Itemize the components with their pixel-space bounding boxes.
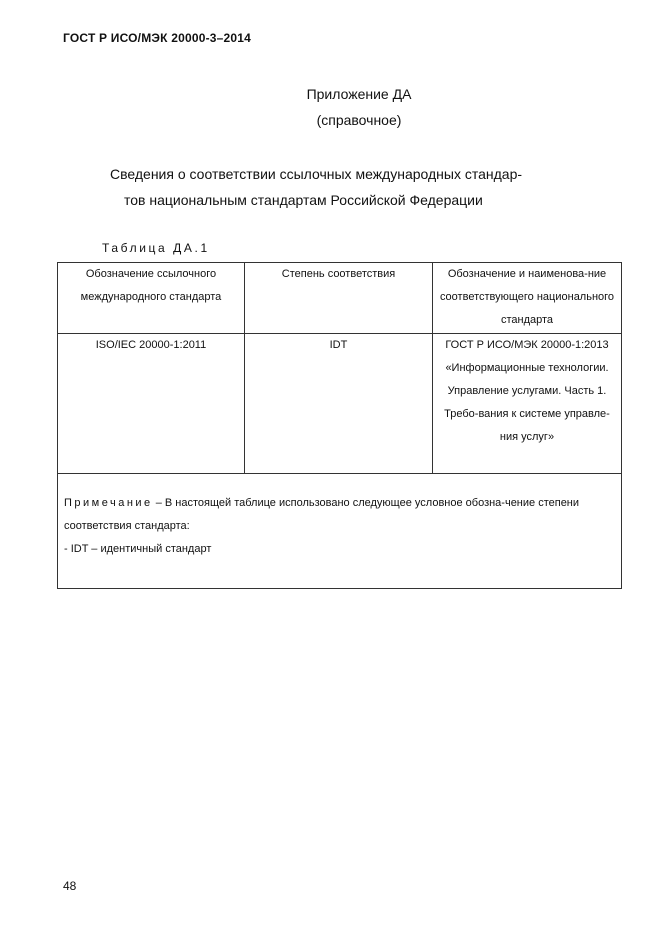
appendix-title: Приложение ДА	[306, 86, 412, 102]
note-text: – В настоящей таблице использовано следующее условное обозна-чение степени соответствия стандарта:	[64, 497, 580, 532]
note-item: - IDT – идентичный стандарт	[64, 543, 212, 555]
table-header-row	[58, 263, 622, 334]
table-caption: Таблица ДА.1	[102, 241, 210, 255]
note-label: Примечание	[64, 497, 153, 509]
document-header: ГОСТ Р ИСО/МЭК 20000-3–2014	[63, 31, 252, 45]
column-header-international: Обозначение ссылочного международного стандарта	[58, 263, 245, 334]
table-row	[58, 334, 622, 474]
cell-international-standard: ISO/IEC 20000-1:2011	[58, 334, 245, 474]
column-header-national: Обозначение и наименова-ние соответствующего национального стандарта	[433, 263, 622, 334]
appendix-status: (справочное)	[316, 112, 402, 128]
column-header-degree: Степень соответствия	[245, 263, 433, 334]
page-number: 48	[63, 879, 77, 893]
section-title-line1: Сведения о соответствии ссылочных международных стандар-	[110, 166, 523, 182]
table-note	[58, 474, 622, 589]
table-note-row	[58, 474, 622, 589]
section-title-line2: тов национальным стандартам Российской Федерации	[124, 192, 483, 208]
correspondence-table	[57, 262, 622, 589]
cell-national-standard: ГОСТ Р ИСО/МЭК 20000-1:2013 «Информационные технологии. Управление услугами. Часть 1. Требо-вания к системе управле-ния услуг»	[433, 334, 622, 474]
cell-degree: IDT	[245, 334, 433, 474]
